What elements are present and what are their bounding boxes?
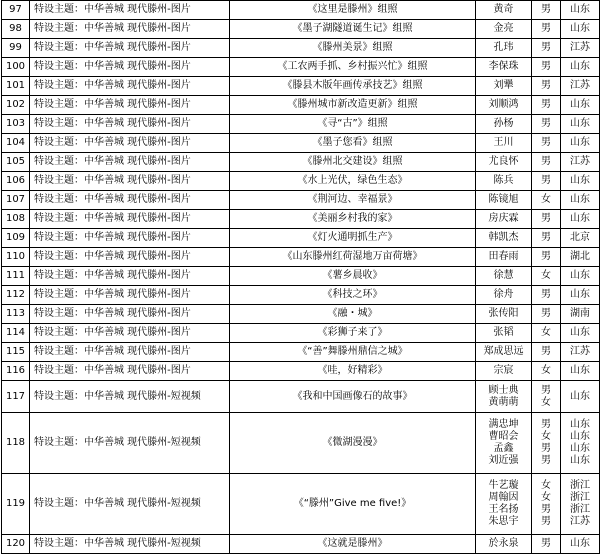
work-title-cell: 《荆河边、幸福景》 <box>230 191 476 210</box>
category-cell: 特设主题：中华善城 现代滕州-图片 <box>30 229 230 248</box>
table-row <box>2 96 600 115</box>
category-cell: 特设主题：中华善城 现代滕州-图片 <box>30 191 230 210</box>
table-row <box>2 381 600 413</box>
gender-cell-line: 男 <box>541 516 551 527</box>
gender-cell-line: 男 <box>541 232 551 243</box>
author-name-cell <box>476 248 532 267</box>
work-title-cell: 《美丽乡村我的家》 <box>230 210 476 229</box>
row-number: 103 <box>2 115 30 134</box>
author-name-cell <box>476 210 532 229</box>
work-title-cell: 《墨子湖隧道诞生记》组照 <box>230 20 476 39</box>
work-title-cell: 《寻“古”》组照 <box>230 115 476 134</box>
province-cell-line: 山东 <box>570 419 590 430</box>
row-number: 104 <box>2 134 30 153</box>
gender-cell-line: 男 <box>541 99 551 110</box>
gender-cell <box>532 362 561 381</box>
province-cell-line: 山东 <box>570 390 590 402</box>
work-title-cell: 《哇，好精彩》 <box>230 362 476 381</box>
gender-cell <box>532 286 561 305</box>
table-row <box>2 343 600 362</box>
gender-cell-line: 男 <box>541 289 551 300</box>
row-number: 102 <box>2 96 30 115</box>
work-title-cell: 《山东滕州红荷湿地万亩荷塘》 <box>230 248 476 267</box>
category-cell: 特设主题：中华善城 现代滕州-图片 <box>30 286 230 305</box>
province-cell-line: 山东 <box>570 289 590 300</box>
category-cell: 特设主题：中华善城 现代滕州-图片 <box>30 362 230 381</box>
province-cell <box>561 267 600 286</box>
gender-cell-line: 男 <box>541 308 551 319</box>
table-row <box>2 134 600 153</box>
table-row <box>2 286 600 305</box>
gender-cell-line: 男 <box>541 42 551 53</box>
author-name-cell <box>476 305 532 324</box>
province-cell-line: 浙江 <box>570 504 590 515</box>
author-name-cell <box>476 324 532 343</box>
table-row <box>2 191 600 210</box>
gender-cell <box>532 210 561 229</box>
gender-cell <box>532 115 561 134</box>
category-cell: 特设主题：中华善城 现代滕州-图片 <box>30 134 230 153</box>
province-cell <box>561 343 600 362</box>
province-cell <box>561 324 600 343</box>
author-name-cell-line: 孙杨 <box>493 118 514 129</box>
work-title-cell: 《薯乡晨收》 <box>230 267 476 286</box>
author-name-cell <box>476 58 532 77</box>
row-number: 100 <box>2 58 30 77</box>
province-cell-line: 山东 <box>570 194 590 205</box>
work-title-cell: 《滕县木版年画传承技艺》组照 <box>230 77 476 96</box>
table-row <box>2 267 600 286</box>
row-number: 101 <box>2 77 30 96</box>
gender-cell-line: 男 <box>541 61 551 72</box>
work-title-cell: 《融・城》 <box>230 305 476 324</box>
table-row <box>2 153 600 172</box>
category-cell: 特设主题：中华善城 现代滕州-图片 <box>30 58 230 77</box>
gender-cell-line: 女 <box>541 396 551 408</box>
province-cell <box>561 362 600 381</box>
gender-cell <box>532 1 561 20</box>
table-row <box>2 20 600 39</box>
province-cell <box>561 286 600 305</box>
category-cell: 特设主题：中华善城 现代滕州-图片 <box>30 1 230 20</box>
province-cell <box>561 474 600 535</box>
row-number: 108 <box>2 210 30 229</box>
row-number: 106 <box>2 172 30 191</box>
gender-cell-line: 女 <box>541 431 551 442</box>
province-cell-line: 北京 <box>570 232 590 243</box>
author-name-cell-line: 刘近强 <box>488 455 519 466</box>
province-cell-line: 山东 <box>570 118 590 129</box>
category-cell: 特设主题：中华善城 现代滕州-图片 <box>30 324 230 343</box>
row-number: 107 <box>2 191 30 210</box>
row-number: 112 <box>2 286 30 305</box>
gender-cell-line: 男 <box>541 137 551 148</box>
author-name-cell-line: 李保珠 <box>488 61 519 72</box>
province-cell-line: 江苏 <box>570 42 590 53</box>
work-title-cell: 《灯火通明抓生产》 <box>230 229 476 248</box>
row-number: 118 <box>2 413 30 474</box>
province-cell-line: 山东 <box>570 137 590 148</box>
work-title-cell: 《“善”舞滕州鼎信之城》 <box>230 343 476 362</box>
author-name-cell-line: 房庆霖 <box>488 213 519 224</box>
gender-cell-line: 男 <box>541 213 551 224</box>
author-name-cell-line: 陈镜旭 <box>488 194 519 205</box>
gender-cell-line: 男 <box>541 346 551 357</box>
gender-cell <box>532 324 561 343</box>
table-row <box>2 115 600 134</box>
gender-cell-line: 女 <box>541 270 551 281</box>
gender-cell-line: 男 <box>541 504 551 515</box>
province-cell-line: 湖南 <box>570 308 590 319</box>
province-cell <box>561 413 600 474</box>
author-name-cell <box>476 362 532 381</box>
row-number: 111 <box>2 267 30 286</box>
row-number: 105 <box>2 153 30 172</box>
gender-cell-line: 女 <box>541 194 551 205</box>
row-number: 117 <box>2 381 30 413</box>
author-name-cell-line: 王川 <box>493 137 514 148</box>
province-cell-line: 山东 <box>570 365 590 376</box>
author-name-cell <box>476 191 532 210</box>
province-cell <box>561 96 600 115</box>
work-title-cell: 《水上光伏，绿色生态》 <box>230 172 476 191</box>
gender-cell-line: 男 <box>541 23 551 34</box>
gender-cell-line: 男 <box>541 175 551 186</box>
work-title-cell: 《微湖漫漫》 <box>230 413 476 474</box>
table-row <box>2 58 600 77</box>
province-cell-line: 山东 <box>570 538 590 549</box>
province-cell <box>561 248 600 267</box>
province-cell <box>561 134 600 153</box>
province-cell-line: 浙江 <box>570 492 590 503</box>
author-name-cell-line: 曹昭会 <box>488 431 519 442</box>
author-name-cell-line: 张韬 <box>493 327 514 338</box>
author-name-cell-line: 牛艺璇 <box>488 480 519 491</box>
table-row <box>2 210 600 229</box>
entries-table <box>1 0 600 554</box>
gender-cell-line: 男 <box>541 443 551 454</box>
gender-cell-line: 男 <box>541 118 551 129</box>
gender-cell <box>532 172 561 191</box>
province-cell <box>561 1 600 20</box>
gender-cell <box>532 20 561 39</box>
province-cell-line: 山东 <box>570 431 590 442</box>
table-row <box>2 172 600 191</box>
gender-cell-line: 女 <box>541 365 551 376</box>
gender-cell-line: 女 <box>541 492 551 503</box>
author-name-cell-line: 徐舟 <box>493 289 514 300</box>
province-cell-line: 山东 <box>570 327 590 338</box>
work-title-cell: 《科技之环》 <box>230 286 476 305</box>
gender-cell-line: 女 <box>541 327 551 338</box>
table-row <box>2 413 600 474</box>
province-cell-line: 山东 <box>570 99 590 110</box>
gender-cell <box>532 305 561 324</box>
gender-cell <box>532 474 561 535</box>
province-cell-line: 山东 <box>570 175 590 186</box>
author-name-cell <box>476 381 532 413</box>
gender-cell <box>532 343 561 362</box>
gender-cell <box>532 229 561 248</box>
gender-cell <box>532 191 561 210</box>
province-cell <box>561 305 600 324</box>
work-title-cell: 《彩狮子来了》 <box>230 324 476 343</box>
author-name-cell <box>476 115 532 134</box>
author-name-cell-line: 满忠坤 <box>488 419 519 430</box>
author-name-cell <box>476 535 532 554</box>
row-number: 115 <box>2 343 30 362</box>
row-number: 109 <box>2 229 30 248</box>
author-name-cell <box>476 134 532 153</box>
row-number: 99 <box>2 39 30 58</box>
province-cell-line: 江苏 <box>570 80 590 91</box>
row-number: 119 <box>2 474 30 535</box>
category-cell: 特设主题：中华善城 现代滕州-短视频 <box>30 474 230 535</box>
table-row <box>2 324 600 343</box>
author-name-cell-line: 郑成思远 <box>483 346 524 357</box>
author-name-cell <box>476 153 532 172</box>
province-cell-line: 江苏 <box>570 346 590 357</box>
province-cell <box>561 191 600 210</box>
province-cell <box>561 381 600 413</box>
category-cell: 特设主题：中华善城 现代滕州-图片 <box>30 343 230 362</box>
table-row <box>2 1 600 20</box>
author-name-cell <box>476 1 532 20</box>
author-name-cell <box>476 267 532 286</box>
author-name-cell-line: 黄萌萌 <box>488 396 519 408</box>
author-name-cell-line: 孟鑫 <box>493 443 514 454</box>
category-cell: 特设主题：中华善城 现代滕州-图片 <box>30 96 230 115</box>
table-row <box>2 305 600 324</box>
author-name-cell-line: 金亮 <box>493 23 514 34</box>
gender-cell-line: 女 <box>541 480 551 491</box>
work-title-cell: 《“滕州”Give me five!》 <box>230 474 476 535</box>
province-cell-line: 山东 <box>570 455 590 466</box>
author-name-cell-line: 孔玮 <box>493 42 514 53</box>
table-row <box>2 474 600 535</box>
category-cell: 特设主题：中华善城 现代滕州-图片 <box>30 210 230 229</box>
province-cell-line: 山东 <box>570 443 590 454</box>
work-title-cell: 《滕州美景》组照 <box>230 39 476 58</box>
author-name-cell <box>476 413 532 474</box>
row-number: 114 <box>2 324 30 343</box>
gender-cell <box>532 535 561 554</box>
gender-cell-line: 男 <box>541 4 551 15</box>
work-title-cell: 《滕州城市新改造更新》组照 <box>230 96 476 115</box>
table-row <box>2 248 600 267</box>
row-number: 113 <box>2 305 30 324</box>
author-name-cell <box>476 77 532 96</box>
table-row <box>2 77 600 96</box>
gender-cell-line: 男 <box>541 455 551 466</box>
gender-cell <box>532 381 561 413</box>
category-cell: 特设主题：中华善城 现代滕州-图片 <box>30 77 230 96</box>
gender-cell <box>532 267 561 286</box>
province-cell <box>561 172 600 191</box>
author-name-cell-line: 顾士典 <box>488 384 519 396</box>
row-number: 110 <box>2 248 30 267</box>
category-cell: 特设主题：中华善城 现代滕州-短视频 <box>30 413 230 474</box>
category-cell: 特设主题：中华善城 现代滕州-图片 <box>30 305 230 324</box>
province-cell-line: 山东 <box>570 23 590 34</box>
author-name-cell <box>476 286 532 305</box>
province-cell-line: 江苏 <box>570 516 590 527</box>
author-name-cell <box>476 39 532 58</box>
author-name-cell-line: 韩凯杰 <box>488 232 519 243</box>
work-title-cell: 《这里是滕州》组照 <box>230 1 476 20</box>
province-cell-line: 山东 <box>570 213 590 224</box>
entries-table-body <box>2 1 600 554</box>
table-row <box>2 535 600 554</box>
author-name-cell-line: 田春雨 <box>488 251 519 262</box>
province-cell-line: 浙江 <box>570 480 590 491</box>
category-cell: 特设主题：中华善城 现代滕州-图片 <box>30 248 230 267</box>
category-cell: 特设主题：中华善城 现代滕州-图片 <box>30 39 230 58</box>
gender-cell <box>532 153 561 172</box>
category-cell: 特设主题：中华善城 现代滕州-图片 <box>30 115 230 134</box>
province-cell <box>561 153 600 172</box>
province-cell <box>561 115 600 134</box>
province-cell-line: 山东 <box>570 61 590 72</box>
row-number: 97 <box>2 1 30 20</box>
author-name-cell-line: 陈兵 <box>493 175 514 186</box>
gender-cell <box>532 39 561 58</box>
author-name-cell-line: 周翰因 <box>488 492 519 503</box>
author-name-cell <box>476 96 532 115</box>
table-row <box>2 229 600 248</box>
province-cell <box>561 229 600 248</box>
category-cell: 特设主题：中华善城 现代滕州-图片 <box>30 153 230 172</box>
gender-cell-line: 男 <box>541 80 551 91</box>
category-cell: 特设主题：中华善城 现代滕州-短视频 <box>30 381 230 413</box>
gender-cell-line: 男 <box>541 419 551 430</box>
gender-cell <box>532 413 561 474</box>
table-row <box>2 362 600 381</box>
gender-cell <box>532 96 561 115</box>
author-name-cell-line: 尤良怀 <box>488 156 519 167</box>
work-title-cell: 《这就是滕州》 <box>230 535 476 554</box>
work-title-cell: 《滕州北交建设》组照 <box>230 153 476 172</box>
gender-cell <box>532 248 561 267</box>
author-name-cell-line: 张传阳 <box>488 308 519 319</box>
author-name-cell-line: 朱思宇 <box>488 516 519 527</box>
author-name-cell-line: 於永泉 <box>488 538 519 549</box>
gender-cell <box>532 58 561 77</box>
row-number: 116 <box>2 362 30 381</box>
gender-cell-line: 男 <box>541 156 551 167</box>
province-cell-line: 山东 <box>570 4 590 15</box>
row-number: 120 <box>2 535 30 554</box>
gender-cell <box>532 77 561 96</box>
province-cell-line: 湖北 <box>570 251 590 262</box>
author-name-cell-line: 王名扬 <box>488 504 519 515</box>
category-cell: 特设主题：中华善城 现代滕州-短视频 <box>30 535 230 554</box>
author-name-cell-line: 徐慧 <box>493 270 514 281</box>
province-cell <box>561 210 600 229</box>
gender-cell-line: 男 <box>541 251 551 262</box>
category-cell: 特设主题：中华善城 现代滕州-图片 <box>30 172 230 191</box>
province-cell <box>561 20 600 39</box>
gender-cell <box>532 134 561 153</box>
province-cell-line: 山东 <box>570 270 590 281</box>
province-cell <box>561 39 600 58</box>
author-name-cell-line: 黄奇 <box>493 4 514 15</box>
author-name-cell <box>476 229 532 248</box>
province-cell <box>561 535 600 554</box>
gender-cell-line: 男 <box>541 384 551 396</box>
author-name-cell-line: 刘犟 <box>493 80 514 91</box>
work-title-cell: 《墨子您看》组照 <box>230 134 476 153</box>
category-cell: 特设主题：中华善城 现代滕州-图片 <box>30 267 230 286</box>
row-number: 98 <box>2 20 30 39</box>
author-name-cell <box>476 474 532 535</box>
author-name-cell <box>476 172 532 191</box>
table-row <box>2 39 600 58</box>
category-cell: 特设主题：中华善城 现代滕州-图片 <box>30 20 230 39</box>
province-cell-line: 江苏 <box>570 156 590 167</box>
work-title-cell: 《工农两手抓、乡村振兴忙》组照 <box>230 58 476 77</box>
author-name-cell-line: 刘顺鸿 <box>488 99 519 110</box>
province-cell <box>561 58 600 77</box>
province-cell <box>561 77 600 96</box>
gender-cell-line: 男 <box>541 538 551 549</box>
work-title-cell: 《我和中国画像石的故事》 <box>230 381 476 413</box>
author-name-cell <box>476 343 532 362</box>
author-name-cell-line: 宗宸 <box>493 365 514 376</box>
author-name-cell <box>476 20 532 39</box>
